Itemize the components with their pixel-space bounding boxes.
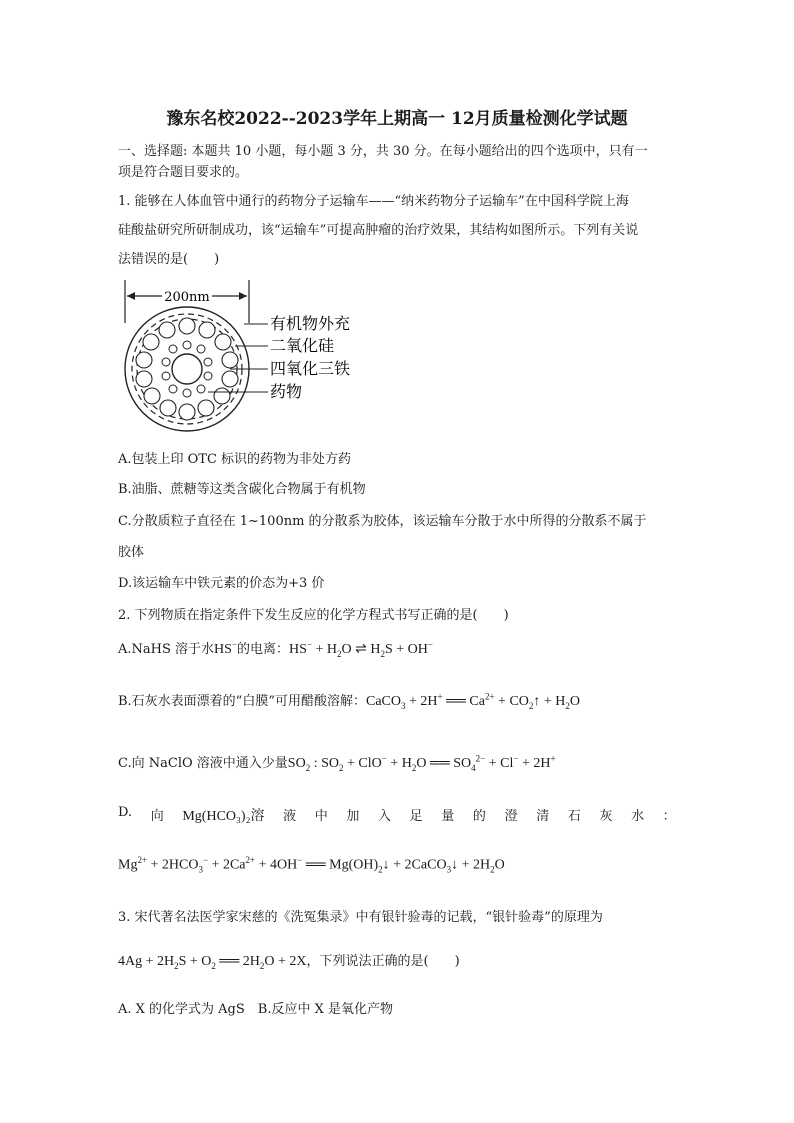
q2-option-a-formula-hs: HS− — [214, 639, 238, 657]
q2-option-b — [118, 690, 580, 711]
q2-option-a-mid: 的电离： — [237, 642, 290, 657]
q2-option-c-equation: $SO_2$ : $SO_2 + ClO^- + H_2O$ ══ $SO_4^{2-} + Cl^- + 2H^+$ — [287, 753, 556, 773]
label-drug: 药物 — [270, 382, 303, 401]
arrowhead-right-icon — [239, 292, 247, 300]
arrowhead-left-icon — [127, 292, 135, 300]
section-instructions-line2: 项是符合题目要求的。 — [118, 165, 249, 180]
q3-stem-line2: $4Ag + 2H_2S + O_2$ ══ $2H_2O + 2X$，下列说法正确的是( ) — [118, 954, 460, 971]
iron-oxide-core — [172, 354, 202, 384]
section-instructions-line1: 一、选择题: 本题共 10 小题，每小题 3 分，共 30 分。在每小题给出的四个选项中，只有一 — [118, 144, 648, 159]
nanocarrier-structure-figure — [118, 278, 378, 438]
label-silica: 二氧化硅 — [270, 336, 335, 355]
q1-option-c-line1: C.分散质粒子直径在 1~100nm 的分散系为胶体，该运输车分散于水中所得的分散系不属于 — [118, 514, 647, 529]
q2-option-b-equation: CaCO$_3$ + 2H+ ══ $Ca^{2+}$ + $CO_2↑ + H_2O$ — [365, 691, 581, 711]
q2-option-d-stem: D. 向 Mg(HCO₃)₂溶 液 中 加 入 足 量 的 澄 清 石 灰 水 ： — [118, 805, 676, 824]
label-iron-oxide: 四氧化三铁 — [270, 359, 351, 378]
q2-option-c-text: C.向 NaClO 溶液中通入少量 — [118, 756, 288, 771]
q1-stem-line2: 硅酸盐研究所研制成功，该“运输车”可提高肿瘤的治疗效果，其结构如图所示。下列有关说 — [118, 223, 639, 238]
q3-stem-line1: 3. 宋代著名法医学家宋慈的《洗冤集录》中有银针验毒的记载，“银针验毒”的原理为 — [118, 910, 603, 925]
q3-equation: $4Ag + 2H_2S + O_2$ ══ $2H_2O + 2X$ — [118, 954, 307, 971]
label-organic-shell: 有机物外充 — [270, 314, 351, 333]
dimension-label: 200nm — [164, 290, 210, 305]
q1-option-c-line2: 胶体 — [118, 545, 145, 560]
q1-option-d: D.该运输车中铁元素的价态为+3 价 — [118, 576, 325, 591]
q1-option-a: A.包装上印 OTC 标识的药物为非处方药 — [118, 452, 352, 467]
q1-stem-line3: 法错误的是( ) — [118, 252, 220, 267]
q1-stem-line1: 1. 能够在人体血管中通行的药物分子运输车——“纳米药物分子运输车”在中国科学院上海 — [118, 194, 629, 209]
q2-option-d-equation: $Mg^{2+} + 2HCO_3^- + 2Ca^{2+} + 4OH^-$ ══ $Mg(OH)_2↓$ + 2CaCO$_3$↓ + $2H_2O$ — [118, 855, 505, 875]
q2-option-a — [118, 638, 433, 659]
page-title: 豫东名校2022--2023学年上期高一 12月质量检测化学试题 — [166, 109, 628, 129]
q3-options: A. X 的化学式为 AgS B.反应中 X 是氧化产物 — [118, 1002, 393, 1017]
q2-option-a-equation: $HS^- + H_2O$ ⇌ $H_2S + OH^-$ — [289, 639, 433, 659]
q2-stem: 2. 下列物质在指定条件下发生反应的化学方程式书写正确的是( ) — [118, 608, 509, 623]
q2-option-a-text: A.NaHS 溶于水 — [118, 642, 215, 657]
q2-option-c — [118, 752, 556, 773]
q1-option-b: B.油脂、蔗糖等这类含碳化合物属于有机物 — [118, 482, 366, 497]
q2-option-b-text: B.石灰水表面漂着的“白膜”可用醋酸溶解： — [118, 694, 366, 709]
